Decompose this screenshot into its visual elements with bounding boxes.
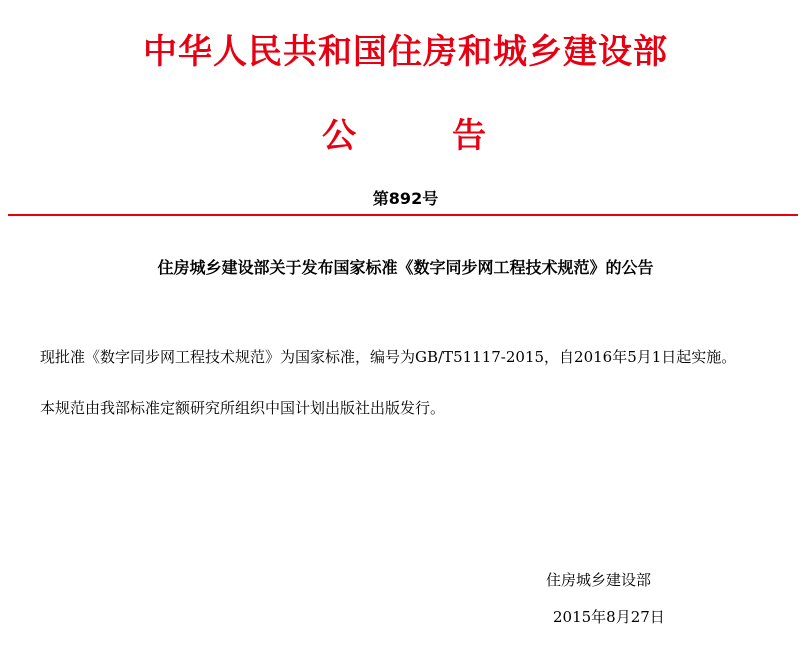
document-type-char-2: 告	[452, 116, 486, 156]
issuer-header: 中华人民共和国住房和城乡建设部	[143, 32, 668, 72]
signature-organization: 住房城乡建设部	[546, 571, 652, 589]
red-divider	[8, 214, 798, 216]
document-type-char-1: 公	[322, 116, 356, 156]
body-paragraph-2: 本规范由我部标准定额研究所组织中国计划出版社出版发行。	[40, 399, 446, 417]
document-type	[0, 114, 811, 158]
announcement-title: 住房城乡建设部关于发布国家标准《数字同步网工程技术规范》的公告	[157, 258, 654, 277]
signature-date: 2015年8月27日	[553, 608, 665, 626]
document-number: 第892号	[372, 189, 439, 208]
body-paragraph-1: 现批准《数字同步网工程技术规范》为国家标准，编号为GB/T51117-2015，自2016年5月1日起实施。	[40, 348, 737, 366]
